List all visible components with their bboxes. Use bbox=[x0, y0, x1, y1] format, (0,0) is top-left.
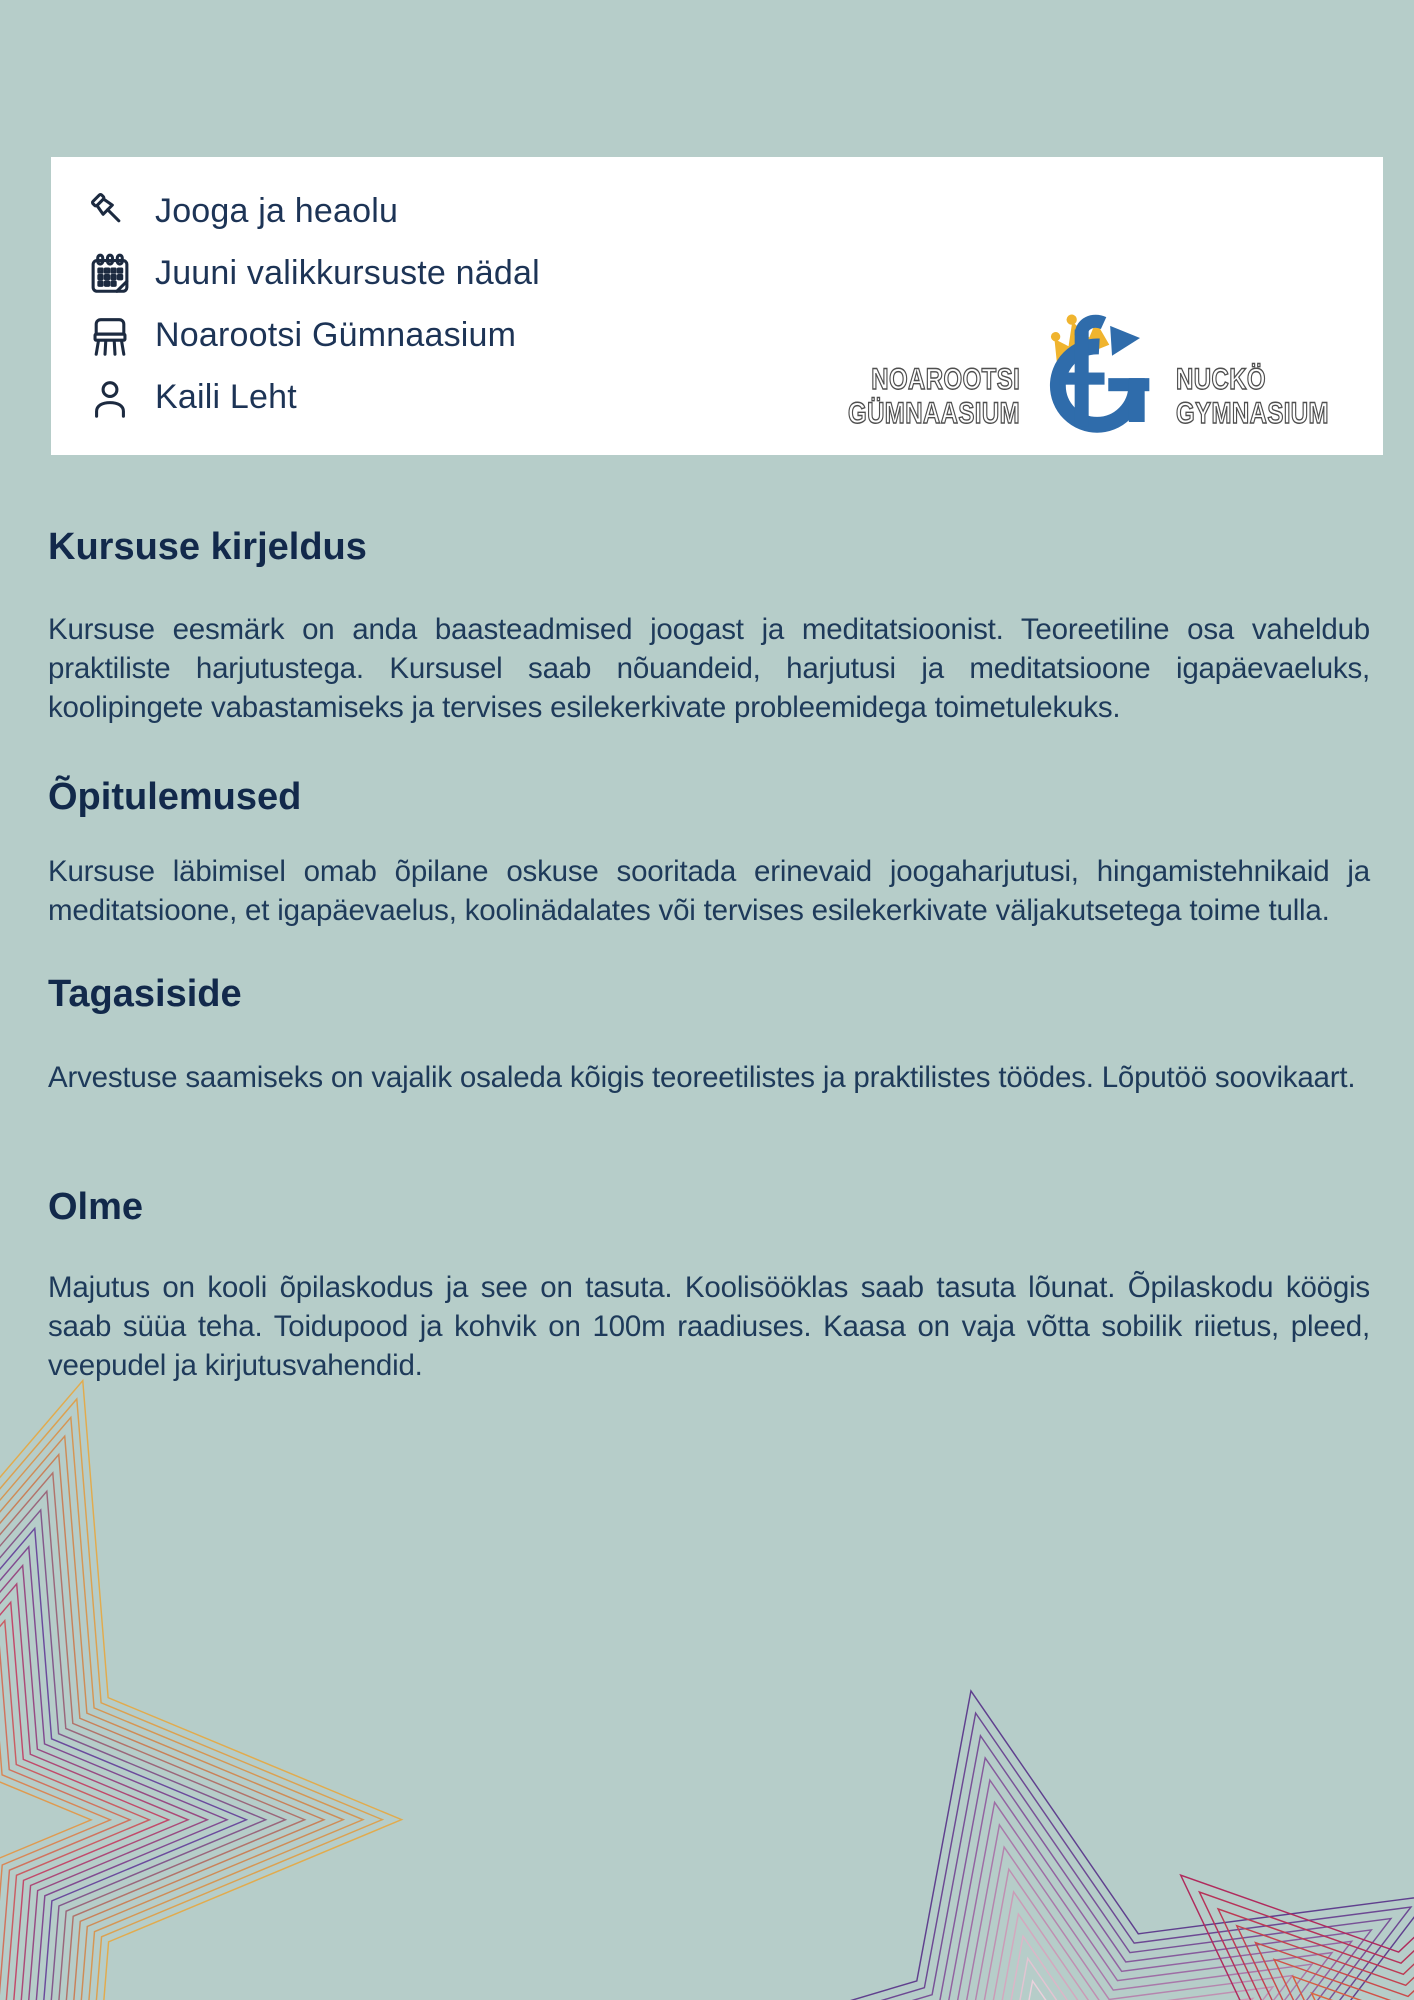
logo-line-noarootsi: NOAROOTSI bbox=[870, 363, 1020, 396]
info-row-school bbox=[87, 311, 540, 360]
section-paragraph-olme: Majutus on kooli õpilaskodus ja see on tasuta. Koolisööklas saab tasuta lõunat. Õpilaskodu köögis saab süüa teha. Toidupood ja kohvik on 100m raadiuses. Kaasa on vaja võtta sobilik riietus, pleed, veepudel ja kirjutusvahendid. bbox=[48, 1271, 1370, 1382]
calendar-icon bbox=[87, 251, 133, 297]
teacher-name: Kaili Leht bbox=[155, 378, 297, 416]
person-icon bbox=[87, 375, 133, 421]
pushpin-icon bbox=[87, 189, 133, 235]
section-heading-kirjeldus: Kursuse kirjeldus bbox=[48, 526, 367, 568]
logo-text-estonian bbox=[805, 363, 1020, 441]
section-paragraph-tagasiside: Arvestuse saamiseks on vajalik osaleda kõigis teoreetilistes ja praktilistes töödes. Lõputöö soovikaart. bbox=[48, 1061, 1356, 1094]
logo-line-gymnaasium: GÜMNAASIUM bbox=[847, 397, 1020, 430]
info-card-rows bbox=[87, 187, 540, 422]
deco-star-right bbox=[573, 1606, 1414, 2000]
section-paragraph-kirjeldus: Kursuse eesmärk on anda baasteadmised joogast ja meditatsioonist. Teoreetiline osa vaheldub praktiliste harjutustega. Kursusel saab nõuandeid, harjutusi ja meditatsioone igapäevaeluks, koolipingete vabastamiseks ja tervises esilekerkivate probleemidega toimetulekuks. bbox=[48, 613, 1370, 724]
info-row-teacher bbox=[87, 373, 540, 422]
info-card bbox=[51, 157, 1383, 455]
chair-icon bbox=[87, 313, 133, 359]
logo-text-swedish bbox=[1176, 363, 1367, 441]
logo-monogram-icon bbox=[1028, 291, 1168, 441]
event-week: Juuni valikkursuste nädal bbox=[155, 254, 540, 292]
info-row-course-title bbox=[87, 187, 540, 236]
school-logo bbox=[805, 291, 1367, 441]
section-heading-tagasiside: Tagasiside bbox=[48, 973, 242, 1015]
section-paragraph-opitulemused: Kursuse läbimisel omab õpilane oskuse sooritada erinevaid joogaharjutusi, hingamistehnikaid ja meditatsioone, et igapäevaelus, koolinädalates või tervises esilekerkivate väljakutsetega toime tulla. bbox=[48, 855, 1370, 927]
section-heading-opitulemused: Õpitulemused bbox=[48, 776, 302, 818]
info-row-event-week bbox=[87, 249, 540, 298]
section-heading-olme: Olme bbox=[48, 1186, 144, 1228]
school-name: Noarootsi Gümnaasium bbox=[155, 316, 517, 354]
course-description-content bbox=[48, 455, 1370, 1385]
logo-line-gymnasium: GYMNASIUM bbox=[1175, 397, 1329, 430]
course-title: Jooga ja heaolu bbox=[155, 192, 399, 230]
logo-line-nucko: NUCKÖ bbox=[1175, 363, 1266, 396]
